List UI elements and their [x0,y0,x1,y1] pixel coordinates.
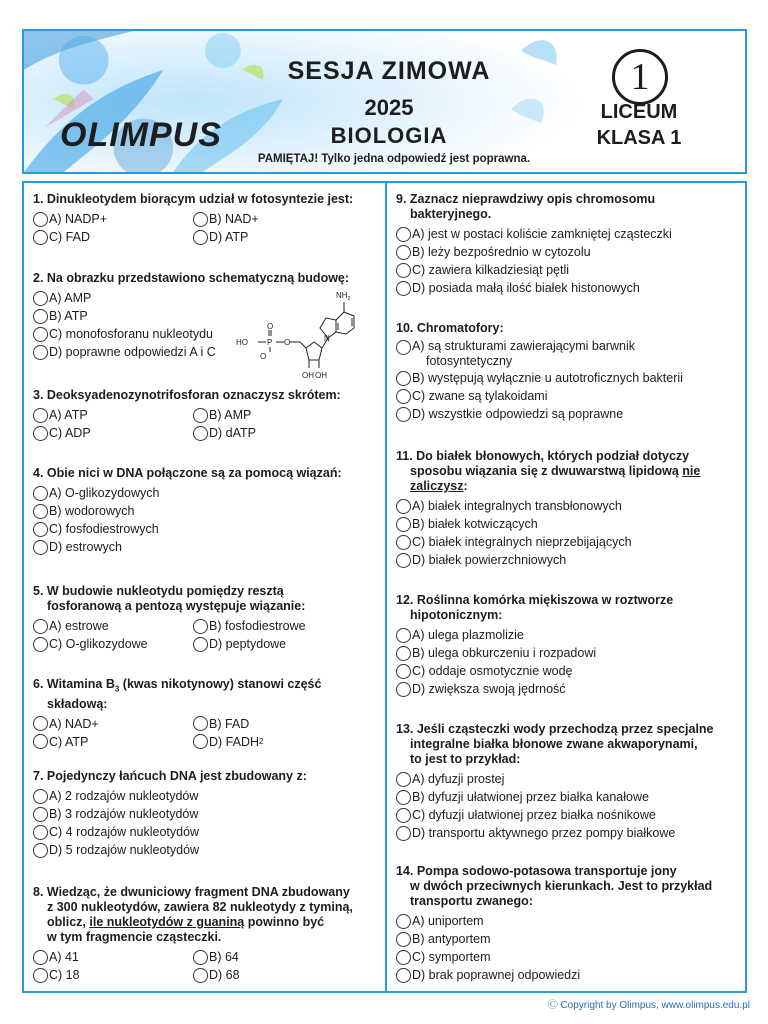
answer-circle[interactable] [33,212,48,227]
answer-7a[interactable]: A) 2 rodzajów nukleotydów [33,787,378,805]
answer-3d[interactable]: D) dATP [193,424,353,442]
answer-circle[interactable] [396,340,411,355]
answer-1a[interactable]: A) NADP+ [33,210,193,228]
question-9-text: 9. Zaznacz nieprawdziwy opis chromosomu bakteryjnego. [396,192,656,221]
answer-11d[interactable]: D) białek powierzchniowych [396,551,741,569]
question-9 [396,192,741,297]
question-3-text: 3. Deoksyadenozynotrifosforan oznaczysz skrótem: [33,388,341,402]
answer-circle[interactable] [193,716,208,731]
answer-circle[interactable] [396,371,411,386]
answer-9d[interactable]: D) posiada małą ilość białek histonowych [396,279,741,297]
answer-circle[interactable] [33,426,48,441]
answer-5b[interactable]: B) fosfodiestrowe [193,617,353,635]
answer-circle[interactable] [193,734,208,749]
answer-circle[interactable] [33,619,48,634]
question-3 [33,388,378,442]
question-12-text: 12. Roślinna komórka miękiszowa w roztworze hipotonicznym: [396,593,674,622]
answer-3a[interactable]: A) ATP [33,406,193,424]
answer-circle[interactable] [396,664,411,679]
answer-circle[interactable] [396,553,411,568]
question-11 [396,449,741,569]
question-10-text: 10. Chromatofory: [396,321,504,335]
answer-5d[interactable]: D) peptydowe [193,635,353,653]
answer-circle[interactable] [396,932,411,947]
answer-3c[interactable]: C) ADP [33,424,193,442]
answer-circle[interactable] [193,619,208,634]
answer-8b[interactable]: B) 64 [193,948,353,966]
level-class: KLASA 1 [596,127,682,149]
question-10 [396,321,741,423]
answer-2d[interactable]: D) poprawne odpowiedzi A i C [33,343,378,361]
answer-2b[interactable]: B) ATP [33,307,378,325]
answer-13c[interactable]: C) dyfuzji ułatwionej przez białka nośnikowe [396,806,741,824]
header-banner [22,29,747,174]
answer-8a[interactable]: A) 41 [33,948,193,966]
answer-circle[interactable] [396,646,411,661]
question-6-text: 6. Witamina $B_3$ (kwas nikotynowy) stanowi część składową: [33,677,322,711]
mol-o-top: O [267,322,274,331]
answer-circle[interactable] [33,637,48,652]
answer-6d[interactable]: D) FADH 2 [193,733,353,751]
question-11-text: 11. Do białek błonowych, których podział dotyczy sposobu wiązania się z dwuwarstwą lipidową nie zaliczysz: [396,449,701,493]
answer-circle[interactable] [193,637,208,652]
answer-circle[interactable] [396,950,411,965]
answer-12c[interactable]: C) oddaje osmotycznie wodę [396,662,741,680]
answer-6b[interactable]: B) FAD [193,715,353,733]
answer-9a[interactable]: A) jest w postaci koliście zamkniętej cząsteczki [396,225,741,243]
answer-1d[interactable]: D) ATP [193,228,353,246]
answer-9c[interactable]: C) zawiera kilkadziesiąt pętli [396,261,741,279]
question-6 [33,677,378,751]
column-divider [385,181,387,993]
answer-12d[interactable]: D) zwiększa swoją jędrność [396,680,741,698]
answer-13d[interactable]: D) transportu aktywnego przez pompy białkowe [396,824,741,842]
mol-nh2: $NH_2$ [336,291,351,302]
answer-circle[interactable] [396,517,411,532]
answer-11a[interactable]: A) białek integralnych transbłonowych [396,497,741,515]
mol-o-link: O [284,338,291,347]
answer-circle[interactable] [396,968,411,983]
question-7 [33,769,378,859]
answer-6c[interactable]: C) ATP [33,733,193,751]
answer-circle[interactable] [396,914,411,929]
answer-circle[interactable] [396,826,411,841]
answer-circle[interactable] [396,407,411,422]
answer-4a[interactable]: A) O-glikozydowych [33,484,378,502]
answer-8d[interactable]: D) 68 [193,966,353,984]
answer-circle[interactable] [193,950,208,965]
answer-2c[interactable]: C) monofosforanu nukleotydu [33,325,378,343]
answer-6a[interactable]: A) NAD+ [33,715,193,733]
question-1 [33,192,378,246]
answer-circle[interactable] [33,825,48,840]
answer-1c[interactable]: C) FAD [33,228,193,246]
answer-1b[interactable]: B) NAD+ [193,210,353,228]
answer-8c[interactable]: C) 18 [33,966,193,984]
instruction-note: PAMIĘTAJ! Tylko jedna odpowiedź jest poprawna. [257,153,531,165]
answer-circle[interactable] [33,807,48,822]
question-5-text: 5. W budowie nukleotydu pomiędzy resztą fosforanową a pentozą występuje wiązanie: [33,584,306,613]
answer-circle[interactable] [193,968,208,983]
answer-circle[interactable] [396,281,411,296]
answer-circle[interactable] [193,408,208,423]
answer-14b[interactable]: B) antyportem [396,930,741,948]
answer-circle[interactable] [33,345,48,360]
answer-12b[interactable]: B) ulega obkurczeniu i rozpadowi [396,644,741,662]
question-4-text: 4. Obie nici w DNA połączone są za pomocą wiązań: [33,466,342,480]
answer-13b[interactable]: B) dyfuzji ułatwionej przez białka kanałowe [396,788,741,806]
answer-circle[interactable] [193,426,208,441]
answer-circle[interactable] [33,843,48,858]
answer-7d[interactable]: D) 5 rodzajów nukleotydów [33,841,378,859]
question-4 [33,466,378,556]
question-8-text: 8. Wiedząc, że dwuniciowy fragment DNA zbudowany z 300 nukleotydów, zawiera 82 nukleotydy z tyminą, oblicz, ile nukleotydów z guaniną powinno być w tym fragmencie cząsteczki. [33,885,353,944]
answer-circle[interactable] [193,230,208,245]
session-year: 2025 [364,95,414,120]
mol-n: N [324,334,330,343]
mol-ho: HO [236,338,248,347]
question-12 [396,593,741,698]
answer-circle[interactable] [396,628,411,643]
level-school: LICEUM [600,101,678,123]
answer-circle[interactable] [396,227,411,242]
answer-5a[interactable]: A) estrowe [33,617,193,635]
answer-circle[interactable] [33,408,48,423]
answer-circle[interactable] [33,734,48,749]
answer-7c[interactable]: C) 4 rodzajów nukleotydów [33,823,378,841]
answer-10b[interactable]: B) występują wyłącznie u autotroficznych bakterii [396,369,741,387]
answer-circle[interactable] [396,772,411,787]
answer-14d[interactable]: D) brak poprawnej odpowiedzi [396,966,741,984]
answer-circle[interactable] [396,389,411,404]
answer-circle[interactable] [33,716,48,731]
answer-circle[interactable] [33,504,48,519]
answer-10d[interactable]: D) wszystkie odpowiedzi są poprawne [396,405,741,423]
answer-circle[interactable] [33,309,48,324]
answer-circle[interactable] [33,486,48,501]
answer-circle[interactable] [33,540,48,555]
mol-o-bottom: O [260,352,267,361]
mol-p: P [267,338,273,347]
amp-molecule-diagram [232,286,372,386]
answer-14a[interactable]: A) uniportem [396,912,741,930]
question-14 [396,864,741,984]
level-number-badge: 1 [612,49,668,105]
answer-5c[interactable]: C) O-glikozydowe [33,635,193,653]
question-2-text: 2. Na obrazku przedstawiono schematyczną budowę: [33,271,350,285]
subject-title: BIOLOGIA [330,123,448,148]
answer-10a[interactable]: A) są strukturami zawierającymi barwnik fotosyntetyczny [396,339,741,369]
answer-circle[interactable] [396,245,411,260]
answer-circle[interactable] [33,789,48,804]
answer-circle[interactable] [33,291,48,306]
answer-10c[interactable]: C) zwane są tylakoidami [396,387,741,405]
question-1-text: 1. Dinukleotydem biorącym udział w fotosyntezie jest: [33,192,354,206]
olimpus-logo: OLIMPUS [60,116,222,154]
answer-7b[interactable]: B) 3 rodzajów nukleotydów [33,805,378,823]
answer-3b[interactable]: B) AMP [193,406,353,424]
answer-11c[interactable]: C) białek integralnych nieprzebijających [396,533,741,551]
question-13 [396,722,741,842]
answer-circle[interactable] [396,790,411,805]
copyright-footer: Ⓒ Copyright by Olimpus, www.olimpus.edu.pl [547,1000,750,1011]
answer-circle[interactable] [33,327,48,342]
answer-14c[interactable]: C) symportem [396,948,741,966]
answer-9b[interactable]: B) leży bezpośrednio w cytozolu [396,243,741,261]
question-7-text: 7. Pojedynczy łańcuch DNA jest zbudowany z: [33,769,307,783]
answer-circle[interactable] [396,499,411,514]
session-title: SESJA ZIMOWA [287,57,491,85]
mol-oh-1: OH [302,371,314,380]
answer-circle[interactable] [33,950,48,965]
question-13-text: 13. Jeśli cząsteczki wody przechodzą przez specjalne integralne białka błonowe zwane akwaporynami, to jest to przykład: [396,722,714,766]
answer-circle[interactable] [396,808,411,823]
mol-oh-2: OH [315,371,327,380]
answer-12a[interactable]: A) ulega plazmolizie [396,626,741,644]
answer-4c[interactable]: C) fosfodiestrowych [33,520,378,538]
answer-4b[interactable]: B) wodorowych [33,502,378,520]
question-14-text: 14. Pompa sodowo-potasowa transportuje jony w dwóch przeciwnych kierunkach. Jest to przykład transportu zwanego: [396,864,713,908]
answer-circle[interactable] [33,522,48,537]
answer-13a[interactable]: A) dyfuzji prostej [396,770,741,788]
answer-11b[interactable]: B) białek kotwiczących [396,515,741,533]
answer-2a[interactable]: A) AMP [33,289,378,307]
answer-4d[interactable]: D) estrowych [33,538,378,556]
answer-circle[interactable] [396,682,411,697]
answer-circle[interactable] [193,212,208,227]
answer-circle[interactable] [396,535,411,550]
question-5 [33,584,378,653]
question-8 [33,885,378,984]
answer-circle[interactable] [33,230,48,245]
answer-circle[interactable] [33,968,48,983]
answer-circle[interactable] [396,263,411,278]
